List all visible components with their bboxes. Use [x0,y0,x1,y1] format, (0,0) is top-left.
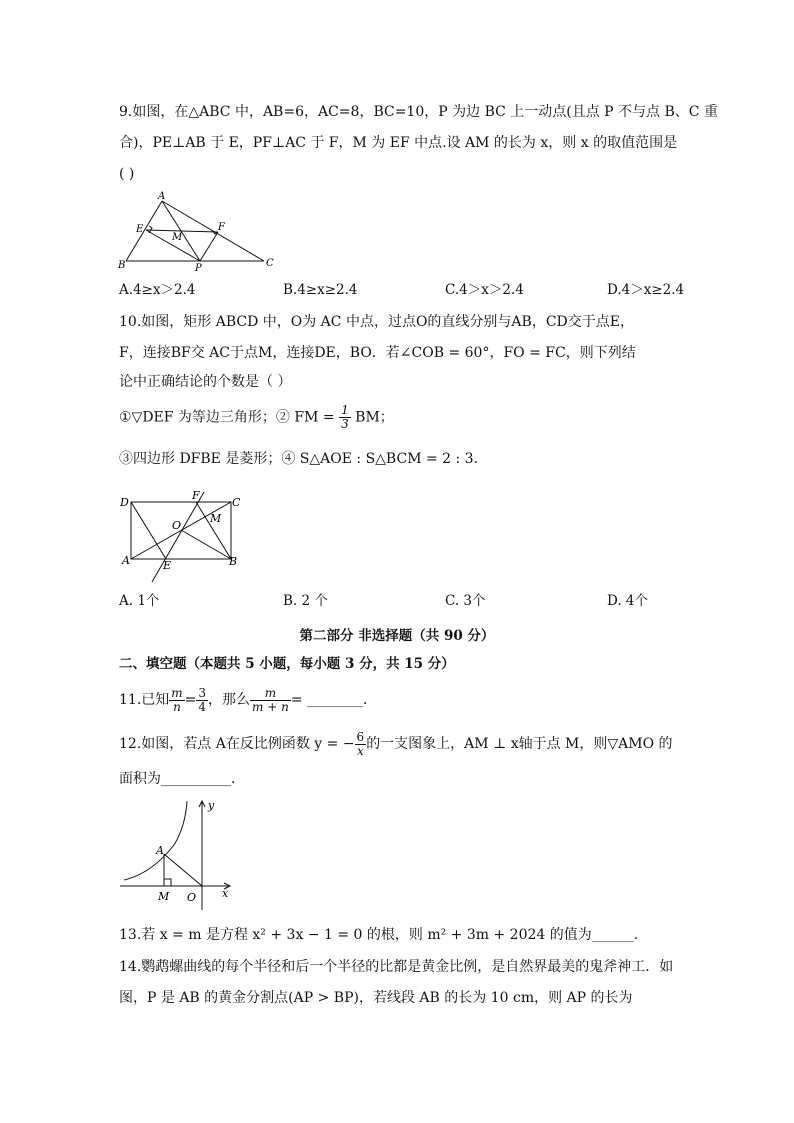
q11-f1-den: n [173,699,181,714]
q10-label-B: B [229,555,238,568]
q10-fraction [339,404,351,431]
q11-f1-num: m [171,685,183,700]
q9-label-A: A [158,191,166,202]
q11-f2-den: 4 [198,699,207,714]
q9-triangle-figure [112,190,282,272]
q9-option-a: A.4≥x＞2.4 [119,282,196,298]
q10-option-b: B. 2 个 [283,593,328,609]
q10-fraction-den: 3 [341,417,349,431]
part2-title: 第二部分 非选择题（共 90 分） [299,628,495,644]
q10-label-C: C [232,496,241,509]
q12-f-den: x [356,743,364,758]
q12-label-y: y [208,799,215,812]
q10-rectangle-figure [114,488,244,584]
q10-option-d: D. 4个 [607,593,649,609]
q10-statement-3-4: ③四边形 DFBE 是菱形；④ S△AOE : S△BCM = 2 : 3． [119,451,488,467]
q9-label-C: C [266,258,274,269]
q11-f2-num: 3 [198,685,207,700]
q9-answer-paren: ( ) [119,166,135,182]
q11-f3-num: m [250,687,291,701]
q10-statement-2-text: BM； [355,409,394,426]
q12-text-line1 [119,730,673,758]
q12-label-M: M [158,890,170,903]
q11-fraction-m-over-n [169,687,184,714]
q12-text-line2: 面积为__________． [119,771,245,787]
q9-label-P: P [195,263,202,272]
q12-text-a: 12.如图，若点 A在反比例函数 y = − [119,736,355,752]
q9-label-M: M [172,232,183,243]
q11-suffix: = ________． [290,692,378,708]
q10-label-O: O [172,519,182,532]
q9-text-line1: 9.如图，在△ABC 中，AB=6，AC=8，BC=10，P 为边 BC 上一动点(且点 P 不与点 B、C 重 [119,104,718,120]
q11-prefix: 11.已知 [119,692,170,708]
q9-option-c: C.4＞x＞2.4 [445,282,524,298]
q12-f-num: 6 [356,729,365,744]
q10-statement-1-text: ①▽DEF 为等边三角形；② FM = [119,409,335,426]
q12-fraction [355,731,367,758]
q14-text-line1: 14.鹦鹉螺曲线的每个半径和后一个半径的比都是黄金比例，是自然界最美的鬼斧神工．如 [119,959,674,975]
q11-f3-den: m + n [252,699,289,714]
q10-label-E: E [163,559,172,572]
q10-text-line1: 10.如图，矩形 ABCD 中，O为 AC 中点，过点O的直线分别与AB，CD交于点E， [119,314,634,330]
q10-label-D: D [120,496,129,509]
q10-label-F: F [192,489,200,502]
q11-equals: = [184,692,197,708]
q12-hyperbola-figure [118,797,238,913]
q14-text-line2: 图，P 是 AB 的黄金分割点(AP > BP)，若线段 AB 的长为 10 cm，则 AP 的长为 [119,990,633,1006]
q9-option-d: D.4＞x≥2.4 [607,282,685,298]
q13-text: 13.若 x = m 是方程 x² + 3x − 1 = 0 的根，则 m² + 3m + 2024 的值为______． [119,927,648,943]
q10-label-M: M [210,512,222,525]
q12-label-x: x [222,887,229,900]
q10-fraction-num: 1 [341,403,349,417]
q11-fraction-3-over-4 [196,687,208,714]
q9-label-F: F [218,222,225,233]
q10-text-line2: F，连接BF交 AC于点M，连接DE，BO．若∠COB = 60°，FO = FC，则下列结 [119,345,636,361]
q9-option-b: B.4≥x≥2.4 [283,282,358,298]
q11-text [119,686,377,714]
q10-option-a: A. 1个 [119,593,160,609]
q10-text-line3: 论中正确结论的个数是（ ） [119,374,292,390]
q12-text-b: 的一支图象上，AM ⊥ x轴于点 M，则▽AMO 的 [366,736,673,752]
section2-header: 二、填空题（本题共 5 小题，每小题 3 分，共 15 分） [119,656,455,672]
q12-label-A: A [156,844,164,857]
q10-label-A: A [122,554,130,567]
q12-label-O: O [187,891,197,904]
q11-fraction-m-over-m-plus-n [250,687,291,714]
q9-label-B: B [118,260,126,271]
q11-mid: ，那么 [208,692,251,708]
q10-option-c: C. 3个 [445,593,486,609]
q10-statement-1-2 [119,404,394,431]
q9-label-E: E [136,224,144,235]
q9-text-line2: 合)，PE⊥AB 于 E，PF⊥AC 于 F，M 为 EF 中点.设 AM 的长为 x，则 x 的取值范围是 [119,135,678,151]
